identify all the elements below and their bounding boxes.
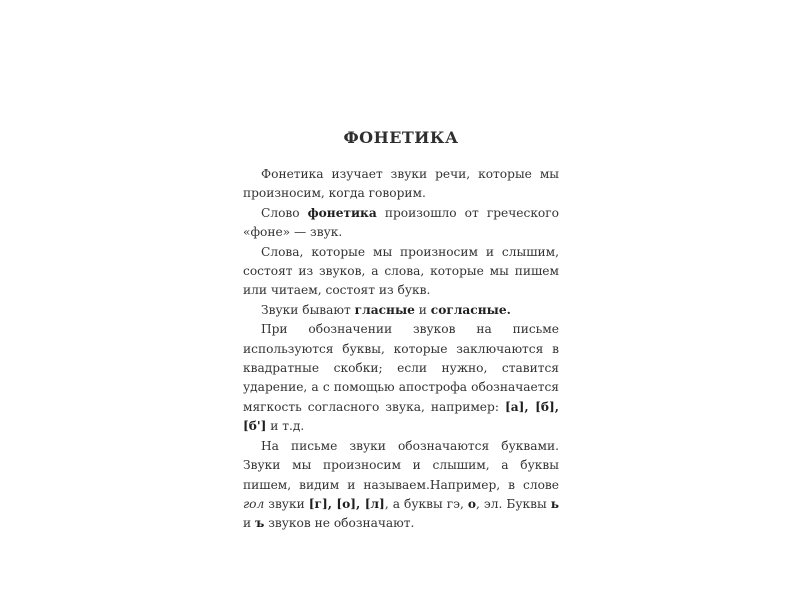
text-run: При обозначении звуков на письме используются буквы, которые заключаются в квадратные скобки; если нужно, ставится ударение, а с помощью апострофа обозначается мягкость согласного звука, например:: [243, 322, 559, 414]
bold-term: согласные.: [430, 302, 511, 317]
paragraph: [243, 243, 559, 301]
text-run: Слова, которые мы произносим и слышим, состоят из звуков, а слова, которые мы пишем или читаем, состоят из букв.: [243, 244, 559, 298]
paragraph: [243, 437, 559, 534]
text-run: , эл. Буквы: [476, 496, 551, 511]
text-run: , а буквы гэ,: [384, 496, 468, 511]
paragraph: [243, 301, 559, 320]
italic-term: гол: [243, 496, 265, 511]
body-text: [243, 165, 559, 534]
text-run: звуки: [264, 496, 309, 511]
text-run: Фонетика изучает звуки речи, которые мы произносим, когда говорим.: [243, 167, 559, 201]
bold-term: фонетика: [307, 205, 377, 220]
bold-term: о: [467, 496, 476, 511]
text-run: и: [414, 302, 431, 317]
bold-term: гласные: [354, 302, 415, 317]
page-title: ФОНЕТИКА: [343, 128, 459, 147]
paragraph: [243, 165, 559, 204]
text-run: и: [243, 516, 255, 531]
document-page: [243, 128, 559, 534]
text-run: Звуки бывают: [261, 302, 355, 317]
text-run: звуков не обозначают.: [264, 516, 415, 531]
text-run: произошло от греческого «фоне» — звук.: [243, 205, 559, 240]
paragraph: [243, 320, 559, 436]
text-run: На письме звуки обозначаются буквами. Звуки мы произносим и слышим, а буквы пишем, видим и называем.Например, в слове: [243, 438, 559, 492]
bold-term: [г], [о], [л]: [308, 496, 385, 511]
bold-term: ь: [550, 496, 559, 511]
bold-term: ъ: [255, 516, 265, 531]
paragraph: [243, 204, 559, 243]
bold-term: [а], [б], [б']: [243, 399, 560, 434]
text-run: Слово: [261, 205, 308, 220]
text-run: и т.д.: [266, 419, 305, 434]
